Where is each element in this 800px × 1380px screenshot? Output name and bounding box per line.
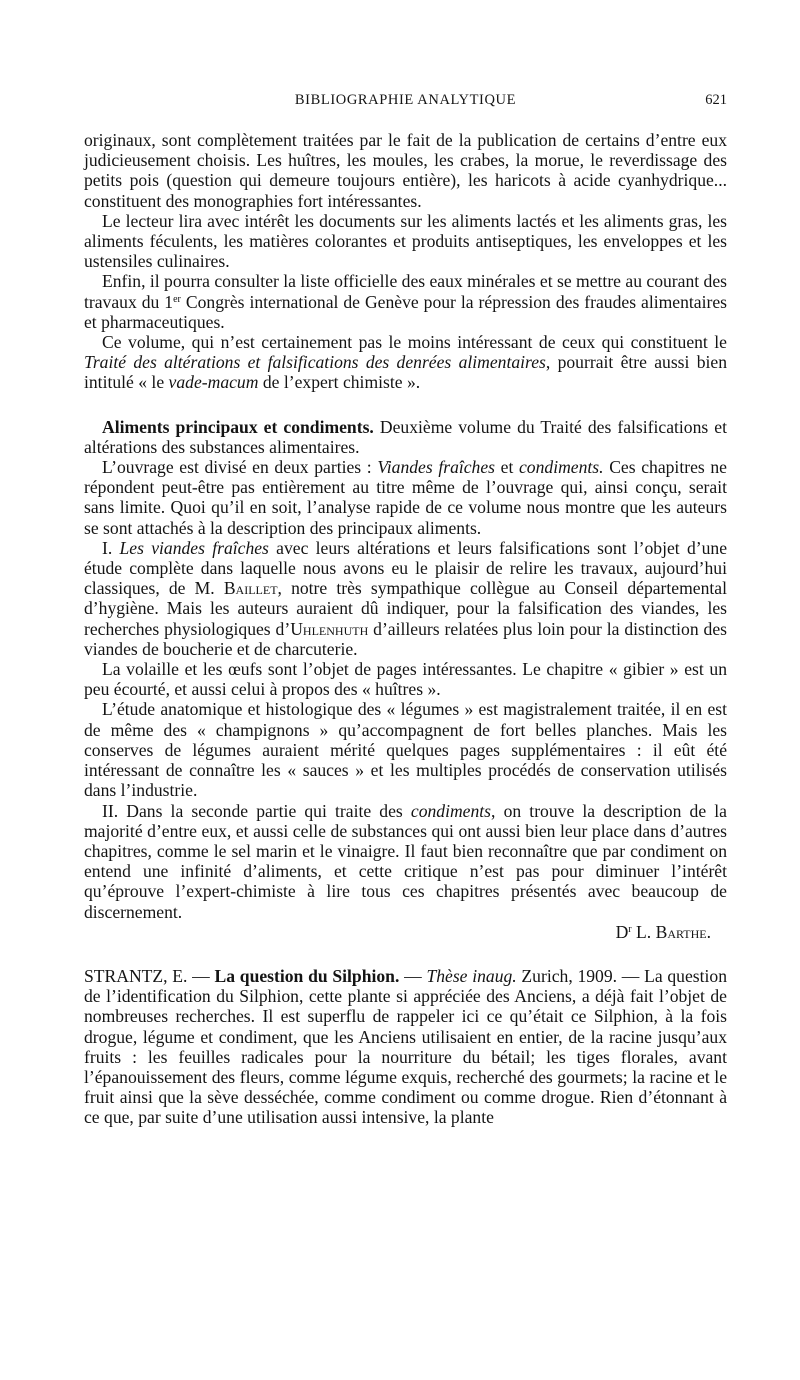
review2-intro: Deuxième volume du Traité des falsifications et altérations des substances alimentaires. (84, 416, 727, 457)
section-gap (84, 393, 727, 417)
review1-p4-vademecum: vade-macum (168, 372, 259, 393)
review3-author: STRANTZ, E. — (84, 965, 215, 986)
review2-p5-text-a: II. Dans la seconde partie qui traite des (102, 800, 411, 821)
review1-p3-text-b: Congrès international de Genève pour la répression des fraudes alimentaires et pharmaceutiques. (84, 291, 727, 332)
review3-title: La question du Silphion. (214, 965, 400, 986)
review1-paragraph-3 (84, 271, 727, 332)
review2-heading-paragraph (84, 417, 727, 457)
review2-p5-text-b: , on trouve la description de la majorité d’entre eux, et aussi celle de substances qui ont aussi bien leur place dans d’autres chapitres, comme le sel marin et le vinaigre. Il faut bien reconnaître que par condiment on entend une infinité d’aliments, et cette critique n’est pas pour diminuer l’intérêt qu’éprouve l’expert-chimiste à lire tous ces chapitres présentés avec beaucoup de discernement. (84, 800, 727, 922)
page-number: 621 (705, 92, 727, 108)
review2-p4-text: L’étude anatomique et histologique des « légumes » est magistralement traitée, il en est de même des « champignons » qu’accompagnent de fort belles planches. Mais les conserves de légumes auraient mérité quelques pages supplémentaires : il eût été intéressant de connaître les « sauces » et les multiples procédés de conservation utilisés dans l’industrie. (84, 699, 727, 801)
review2-paragraph-1 (84, 457, 727, 538)
body-text (84, 130, 727, 1128)
review2-p5-italic: condiments (410, 800, 492, 821)
review2-p1-text-c: Ces chapitres ne répondent peut-être pas entièrement au titre même de l’ouvrage qui, ainsi conçu, serait sans limite. Quoi qu’il en soit, l’analyse rapide de ce volume nous montre que les auteurs se sont attachés à la description des principaux aliments. (84, 457, 727, 538)
review1-paragraph-1 (84, 130, 727, 211)
review2-p2-text-a: I. (102, 537, 120, 558)
signature-surname: Barthe. (655, 921, 711, 942)
review2-p2-name-baillet: Baillet (223, 578, 278, 599)
review2-paragraph-4 (84, 699, 727, 800)
review2-paragraph-5 (84, 801, 727, 922)
review1-p4-text-a: Ce volume, qui n’est certainement pas le moins intéressant de ceux qui constituent le (102, 332, 727, 353)
review3-paragraph (84, 966, 727, 1128)
review1-p3-superscript: er (173, 293, 181, 305)
signature-superscript: r (628, 923, 632, 935)
review2-p1-italic-1: Viandes fraîches (377, 457, 496, 478)
review2-p3-text: La volaille et les œufs sont l’objet de pages intéressantes. Le chapitre « gibier » est un peu écourté, et aussi celui à propos des « huîtres ». (84, 659, 727, 700)
review2-p2-text-d: d’ailleurs relatées plus loin pour la distinction des viandes de boucherie et de charcuterie. (84, 618, 728, 659)
review2-paragraph-3 (84, 659, 727, 699)
review3-dash: — (399, 965, 427, 986)
review1-p4-text-b: , pourrait être aussi bien intitulé « le (84, 352, 728, 393)
review2-title: Aliments principaux et condiments. (102, 416, 374, 437)
section-gap (84, 942, 727, 966)
review2-p2-text-c: , notre très sympathique collègue au Conseil départemental d’hygiène. Mais les auteurs auraient dû indiquer, pour la falsification des viandes, les recherches physiologiques d’ (84, 578, 727, 639)
review1-paragraph-4 (84, 332, 727, 393)
review2-p2-text-b: avec leurs altérations et leurs falsifications sont l’objet d’une étude complète dans laquelle nous avons eu le plaisir de relire les travaux, aujourd’hui classiques, de M. (84, 537, 727, 599)
review1-p4-treatise-title: Traité des altérations et falsifications des denrées alimentaires (84, 352, 546, 373)
running-header (84, 92, 727, 112)
review2-p1-italic-2: condiments. (519, 457, 604, 478)
review2-p1-text-a: L’ouvrage est divisé en deux parties : (102, 457, 378, 478)
review3-thesis: Thèse inaug. (426, 965, 517, 986)
review2-paragraph-2 (84, 538, 727, 659)
review1-paragraph-2 (84, 211, 727, 272)
signature-initial: L. (631, 921, 656, 942)
review3-text: Zurich, 1909. — La question de l’identification du Silphion, cette plante si appréciée des Anciens, a déjà fait l’objet de nombreuses recherches. Il est superflu de rappeler ici ce qu’était ce Silphion, à la fois drogue, légume et condiment, que les Anciens utilisaient en entier, de la racine jusqu’aux fruits : les feuilles radicales pour la nourriture du bétail; les tiges florales, avant l’épanouissement des fleurs, comme légume exquis, recherché des gourmets; la racine et le fruit ainsi que la sève desséchée, comme condiment ou comme drogue. Rien d’étonnant à ce que, par suite d’une utilisation aussi intensive, la plante (84, 965, 728, 1128)
review1-p2-text: Le lecteur lira avec intérêt les documents sur les aliments lactés et les aliments gras, les aliments féculents, les matières colorantes et produits antiseptiques, les enveloppes et les ustensiles culinaires. (84, 210, 727, 272)
review1-p3-text-a: Enfin, il pourra consulter la liste officielle des eaux minérales et se mettre au courant des travaux du 1 (84, 271, 727, 312)
review2-p1-text-b: et (495, 457, 519, 478)
review2-signature (84, 922, 727, 942)
review1-p4-text-c: de l’expert chimiste ». (258, 372, 421, 393)
review2-p2-italic: Les viandes fraîches (119, 537, 269, 558)
running-title: BIBLIOGRAPHIE ANALYTIQUE (294, 92, 517, 108)
review2-p2-name-uhlenhuth: Uhlenhuth (290, 618, 369, 639)
signature-title: D (615, 921, 629, 942)
review1-p1-text: originaux, sont complètement traitées par le fait de la publication de certains d’entre eux judicieusement choisis. Les huîtres, les moules, les crabes, la morue, le reverdissage des petits pois (question qui demeure toujours entière), les haricots à acide cyanhydrique... constituent des monographies fort intéressantes. (84, 130, 727, 211)
